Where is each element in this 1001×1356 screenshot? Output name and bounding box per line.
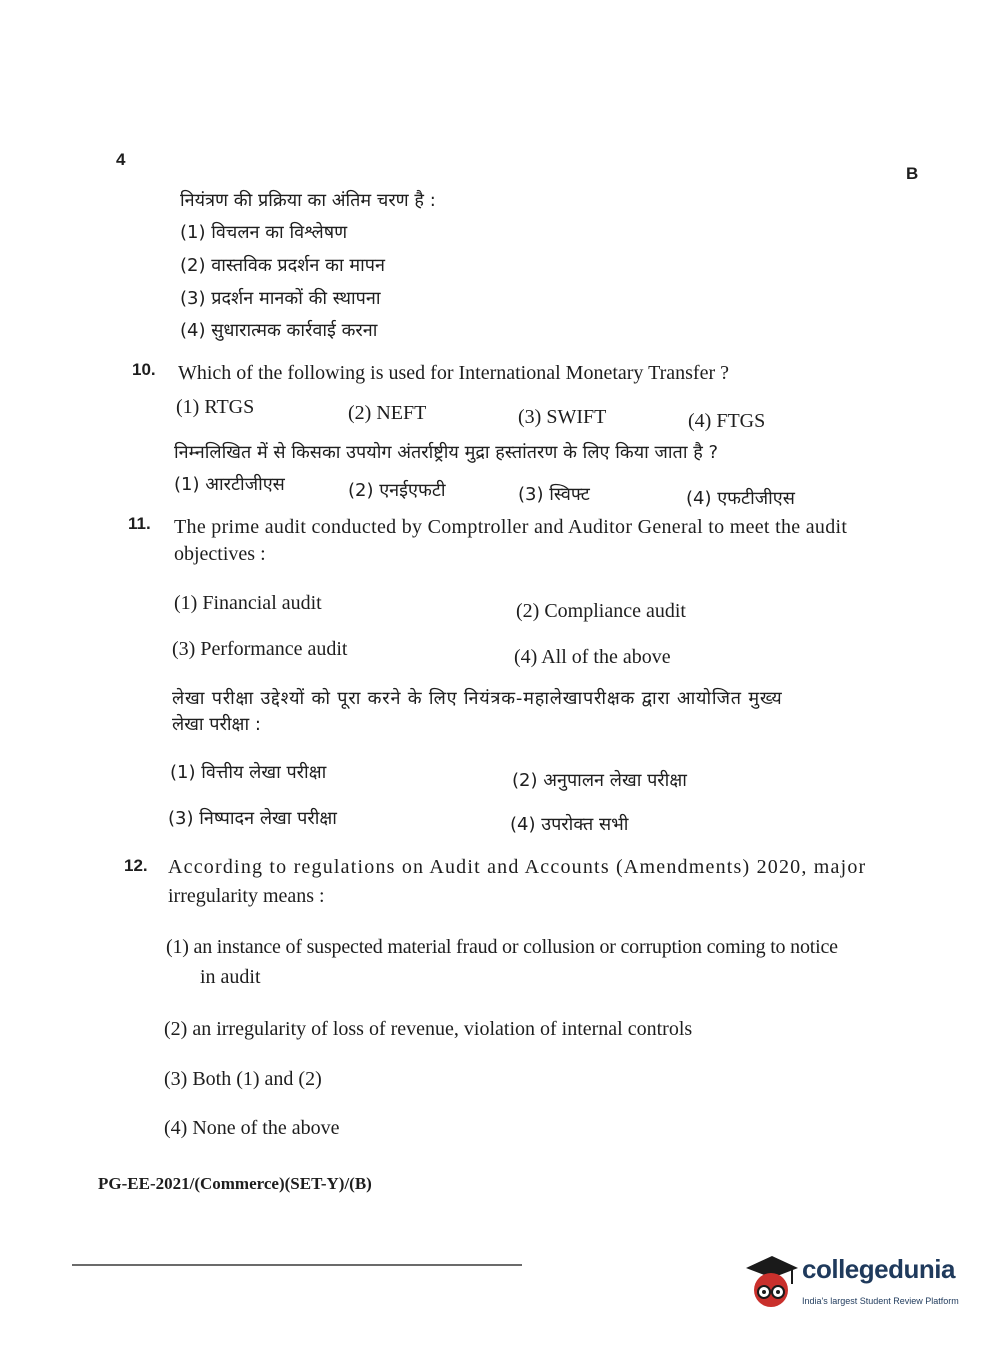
q11-stem-en-line1: The prime audit conducted by Comptroller and Auditor General to meet the audit — [174, 516, 848, 538]
q10-option-hi-4: (4) एफटीजीएस — [686, 488, 795, 509]
q11-stem-hi-line2: लेखा परीक्षा : — [172, 714, 261, 735]
q11-option-hi-2: (2) अनुपालन लेखा परीक्षा — [512, 770, 687, 791]
q9-hindi-option-2: (2) वास्तविक प्रदर्शन का मापन — [180, 255, 385, 276]
mascot-icon — [742, 1252, 800, 1312]
q11-option-en-1: (1) Financial audit — [174, 592, 322, 614]
q12-option-3: (3) Both (1) and (2) — [164, 1068, 322, 1090]
q10-stem-en: Which of the following is used for International Monetary Transfer ? — [178, 362, 729, 384]
q10-option-hi-2: (2) एनईएफटी — [348, 480, 446, 501]
q11-option-hi-4: (4) उपरोक्त सभी — [510, 814, 629, 835]
collegedunia-logo — [742, 1252, 972, 1312]
q9-hindi-option-3: (3) प्रदर्शन मानकों की स्थापना — [180, 288, 381, 309]
q9-hindi-option-4: (4) सुधारात्मक कार्रवाई करना — [180, 320, 378, 341]
q11-option-en-4: (4) All of the above — [514, 646, 671, 668]
q11-stem-hi-line1: लेखा परीक्षा उद्देश्यों को पूरा करने के लिए नियंत्रक-महालेखापरीक्षक द्वारा आयोजित मुख्य — [172, 688, 783, 709]
q12-option-2: (2) an irregularity of loss of revenue, violation of internal controls — [164, 1018, 693, 1040]
exam-code-footer: PG-EE-2021/(Commerce)(SET-Y)/(B) — [98, 1174, 372, 1193]
q11-option-en-2: (2) Compliance audit — [516, 600, 686, 622]
q11-stem-en-line2: objectives : — [174, 543, 266, 565]
q9-hindi-stem: नियंत्रण की प्रक्रिया का अंतिम चरण है : — [180, 190, 436, 211]
q11-number: 11. — [128, 514, 151, 533]
q10-option-en-1: (1) RTGS — [176, 396, 255, 418]
q11-option-en-3: (3) Performance audit — [172, 638, 348, 660]
q12-option-1-line1: (1) an instance of suspected material fraud or collusion or corruption coming to notice — [166, 936, 838, 958]
q9-hindi-option-1: (1) विचलन का विश्लेषण — [180, 222, 348, 243]
q12-option-4: (4) None of the above — [164, 1117, 340, 1139]
logo-tagline: India's largest Student Review Platform — [802, 1296, 959, 1306]
q10-option-hi-3: (3) स्विफ्ट — [518, 484, 590, 505]
footer-rule — [72, 1264, 522, 1266]
q10-option-en-3: (3) SWIFT — [518, 406, 607, 428]
q12-option-1-line2: in audit — [200, 966, 261, 988]
q12-number: 12. — [124, 856, 148, 875]
q10-stem-hi: निम्नलिखित में से किसका उपयोग अंतर्राष्ट्रीय मुद्रा हस्तांतरण के लिए किया जाता है ? — [174, 442, 719, 463]
page-number: 4 — [116, 150, 126, 169]
logo-brand: collegedunia — [802, 1254, 955, 1284]
q10-option-hi-1: (1) आरटीजीएस — [174, 474, 285, 495]
q10-number: 10. — [132, 360, 156, 379]
q12-stem-line1: According to regulations on Audit and Accounts (Amendments) 2020, major — [168, 856, 867, 878]
q12-stem-line2: irregularity means : — [168, 885, 325, 907]
q11-option-hi-3: (3) निष्पादन लेखा परीक्षा — [168, 808, 337, 829]
set-code: B — [906, 164, 919, 183]
q10-option-en-4: (4) FTGS — [688, 410, 766, 432]
q10-option-en-2: (2) NEFT — [348, 402, 427, 424]
q11-option-hi-1: (1) वित्तीय लेखा परीक्षा — [170, 762, 327, 783]
